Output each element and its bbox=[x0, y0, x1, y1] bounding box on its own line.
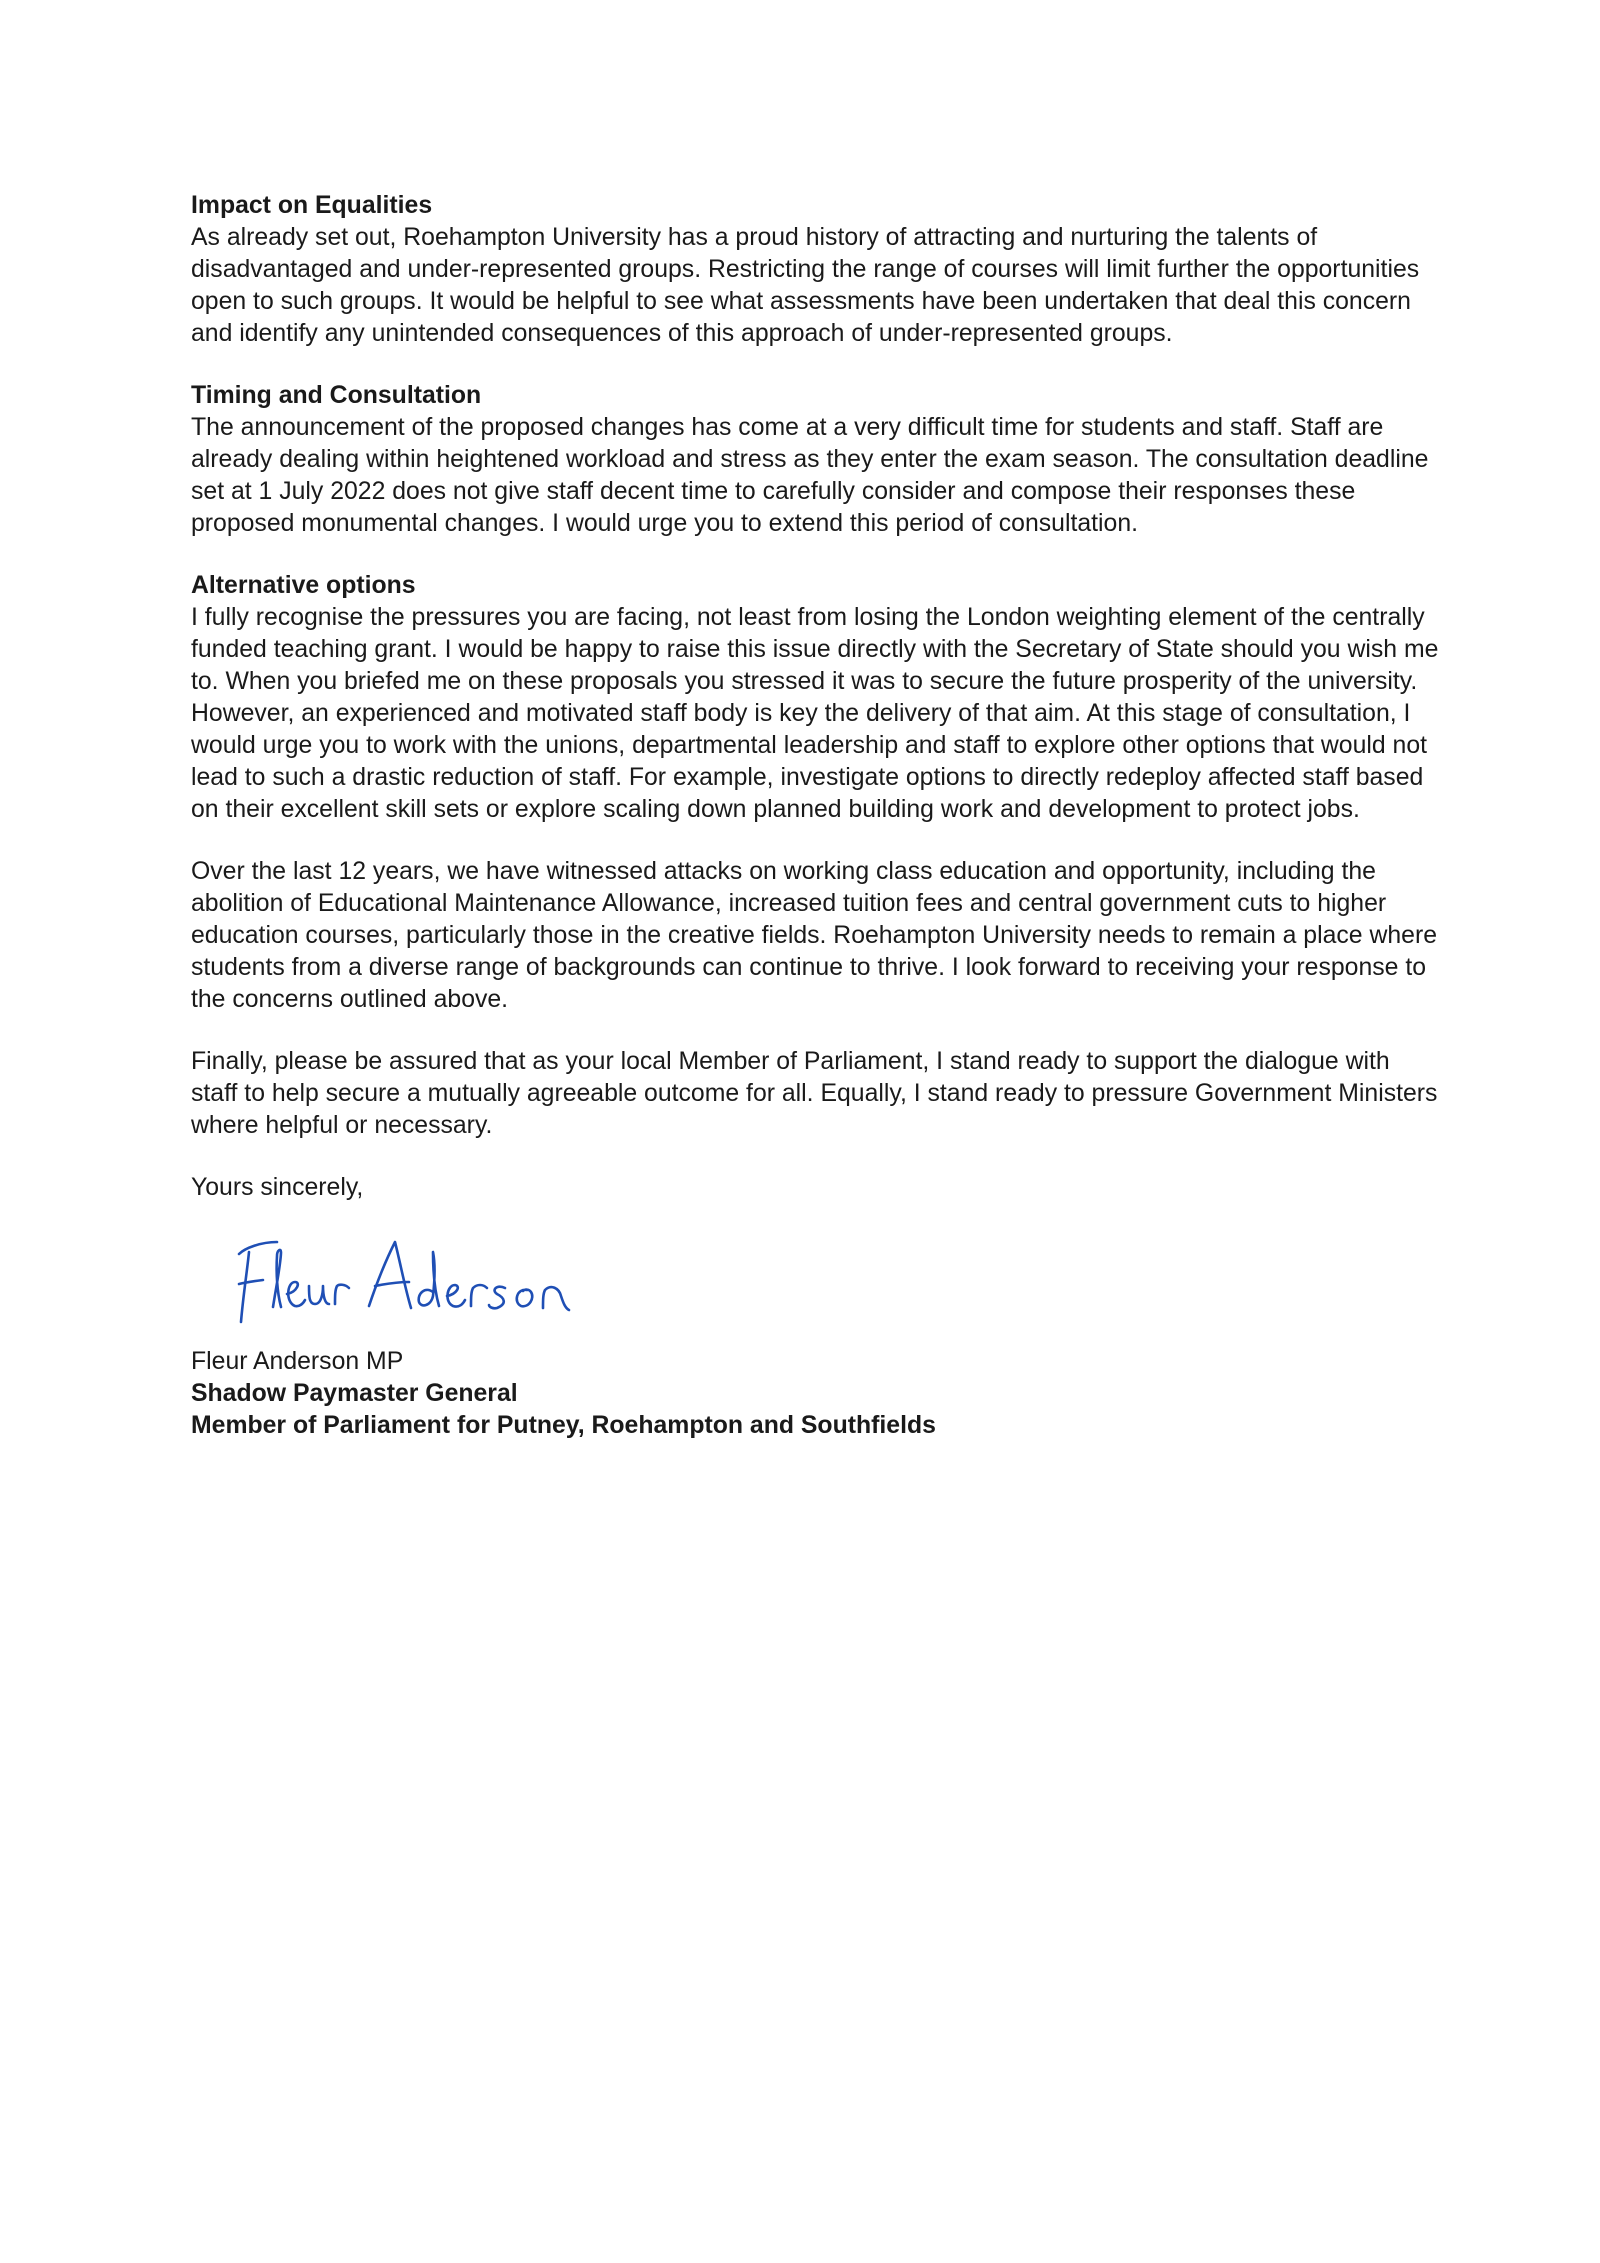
section-paragraph: Finally, please be assured that as your local Member of Parliament, I stand ready to support the dialogue with staff to help secure a mutually agreeable outcome for all. Equally, I stand ready to pressure Government Ministers where helpful or necessary. bbox=[191, 1048, 1438, 1139]
section-heading: Alternative options bbox=[191, 572, 416, 599]
section-timing-and-consultation bbox=[191, 380, 1441, 540]
section-paragraph: I fully recognise the pressures you are facing, not least from losing the London weighting element of the centrally funded teaching grant. I would be happy to raise this issue directly with the Secretary of State should you wish me to. When you briefed me on these proposals you stressed it was to secure the future prosperity of the university. However, an experienced and motivated staff body is key the delivery of that aim. At this stage of consultation, I would urge you to work with the unions, departmental leadership and staff to explore other options that would not lead to such a drastic reduction of staff. For example, investigate options to directly redeploy affected staff based on their excellent skill sets or explore scaling down planned building work and development to protect jobs. bbox=[191, 604, 1439, 823]
handwritten-signature bbox=[191, 1212, 1441, 1342]
signatory-role: Shadow Paymaster General bbox=[191, 1380, 518, 1407]
closing-salutation: Yours sincerely, bbox=[191, 1174, 364, 1201]
section-alternative-options bbox=[191, 570, 1441, 826]
signatory-constituency: Member of Parliament for Putney, Roehampton and Southfields bbox=[191, 1412, 936, 1439]
section-heading: Impact on Equalities bbox=[191, 192, 433, 219]
section-paragraph: As already set out, Roehampton University has a proud history of attracting and nurturing the talents of disadvantaged and under-represented groups. Restricting the range of courses will limit further the opportunities open to such groups. It would be helpful to see what assessments have been undertaken that deal this concern and identify any unintended consequences of this approach of under-represented groups. bbox=[191, 224, 1420, 347]
paragraph-finally bbox=[191, 1046, 1441, 1142]
signatory-block bbox=[191, 1346, 1441, 1442]
section-heading: Timing and Consultation bbox=[191, 382, 482, 409]
section-paragraph: The announcement of the proposed changes has come at a very difficult time for students and staff. Staff are already dealing within heightened workload and stress as they enter the exam season. The consultation deadline set at 1 July 2022 does not give staff decent time to carefully consider and compose their responses these proposed monumental changes. I would urge you to extend this period of consultation. bbox=[191, 414, 1429, 537]
section-impact-on-equalities bbox=[191, 190, 1441, 350]
letter-body bbox=[191, 190, 1441, 1442]
paragraph-over-the-last-12-years bbox=[191, 856, 1441, 1016]
signatory-name: Fleur Anderson MP bbox=[191, 1348, 404, 1375]
signature-graphic bbox=[211, 1212, 651, 1337]
section-paragraph: Over the last 12 years, we have witnessed attacks on working class education and opportunity, including the abolition of Educational Maintenance Allowance, increased tuition fees and central government cuts to higher education courses, particularly those in the creative fields. Roehampton University needs to remain a place where students from a diverse range of backgrounds can continue to thrive. I look forward to receiving your response to the concerns outlined above. bbox=[191, 858, 1438, 1013]
